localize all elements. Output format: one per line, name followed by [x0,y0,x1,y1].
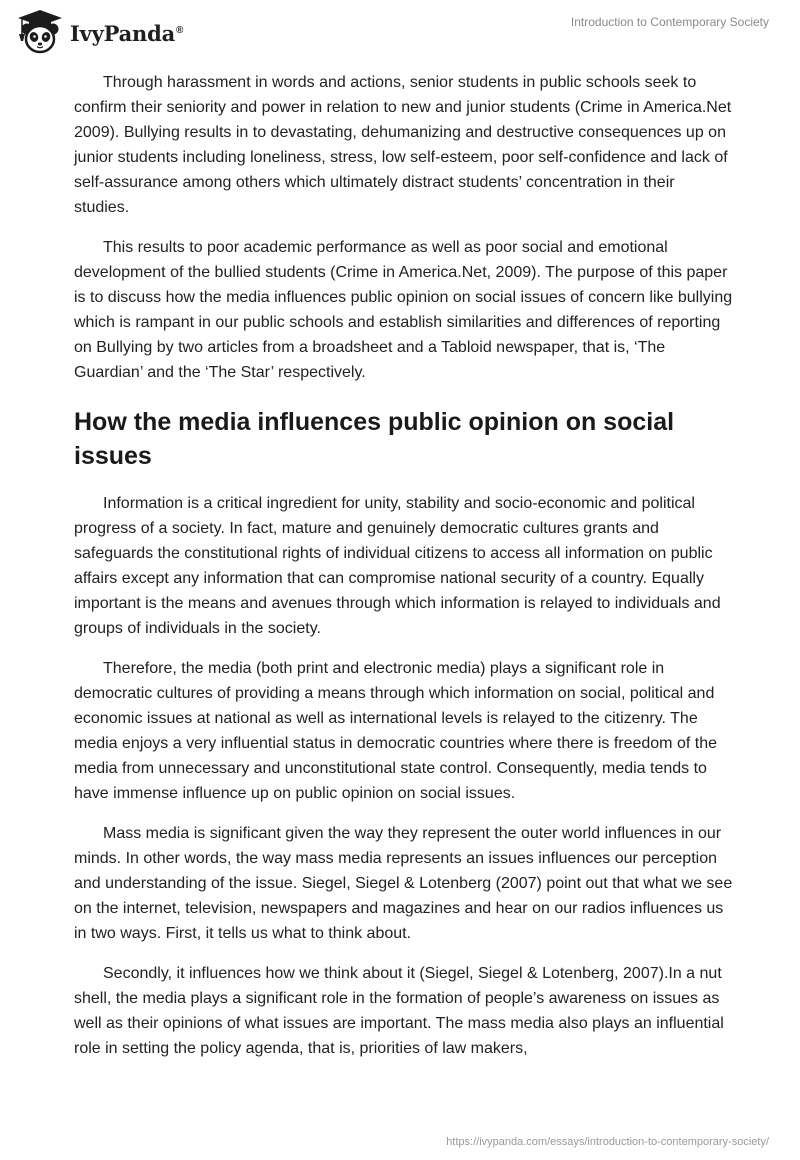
brand-name-text: IvyPanda [70,20,176,46]
paragraph: Mass media is significant given the way they represent the outer world influences in our minds. In other words, the way mass media represents an issues influences our perception and understanding of the issue. Siegel, Siegel & Lotenberg (2007) point out that what we see on the internet, television, newspapers and magazines and hear on our radios influences us in two ways. First, it tells us what to think about. [74,825,733,942]
paragraph: Therefore, the media (both print and electronic media) plays a significant role in democratic cultures of providing a means through which information on social, political and economic issues at national as well as international levels is relayed to the citizenry. The media enjoys a very influential status in democratic countries where there is freedom of the media from unnecessary and unconstitutional state control. Consequently, media tends to have immense influence up on public opinion on social issues. [74,660,717,802]
section-heading: How the media influences public opinion on social issues [74,408,675,470]
paragraph: Through harassment in words and actions, senior students in public schools seek to confirm their seniority and power in relation to new and junior students (Crime in America.Net 2009). Bullying results in to devastating, dehumanizing and destructive consequences up on junior students including loneliness, stress, low self-esteem, poor self-confidence and lack of self-assurance among others which ultimately distract students’ concentration in their studies. [74,74,732,216]
paragraph: Secondly, it influences how we think about it (Siegel, Siegel & Lotenberg, 2007).In a nut shell, the media plays a significant role in the formation of people’s awareness on issues as well as their opinions of what issues are important. The mass media also plays an influential role in setting the policy agenda, that is, priorities of law makers, [74,965,724,1057]
ivypanda-logo[interactable] [14,8,183,56]
registered-mark: ® [176,24,184,36]
page-header [0,0,800,64]
source-url[interactable]: https://ivypanda.com/essays/introduction-to-contemporary-society/ [446,1136,769,1148]
essay-content [74,70,734,1076]
panda-graduate-icon [14,8,66,56]
paragraph: Information is a critical ingredient for unity, stability and socio-economic and political progress of a society. In fact, mature and genuinely democratic cultures grants and safeguards the constitutional rights of individual citizens to access all information on public affairs except any information that can compromise national security of a country. Equally important is the means and avenues through which information is relayed to individuals and groups of individuals in the society. [74,495,721,637]
document-title: Introduction to Contemporary Society [570,15,769,29]
paragraph: This results to poor academic performance as well as poor social and emotional development of the bullied students (Crime in America.Net, 2009). The purpose of this paper is to discuss how the media influences public opinion on social issues of concern like bullying which is rampant in our public schools and establish similarities and differences of reporting on Bullying by two articles from a broadsheet and a Tabloid newspaper, that is, ‘The Guardian’ and the ‘The Star’ respectively. [74,239,733,381]
brand-name [70,21,183,46]
